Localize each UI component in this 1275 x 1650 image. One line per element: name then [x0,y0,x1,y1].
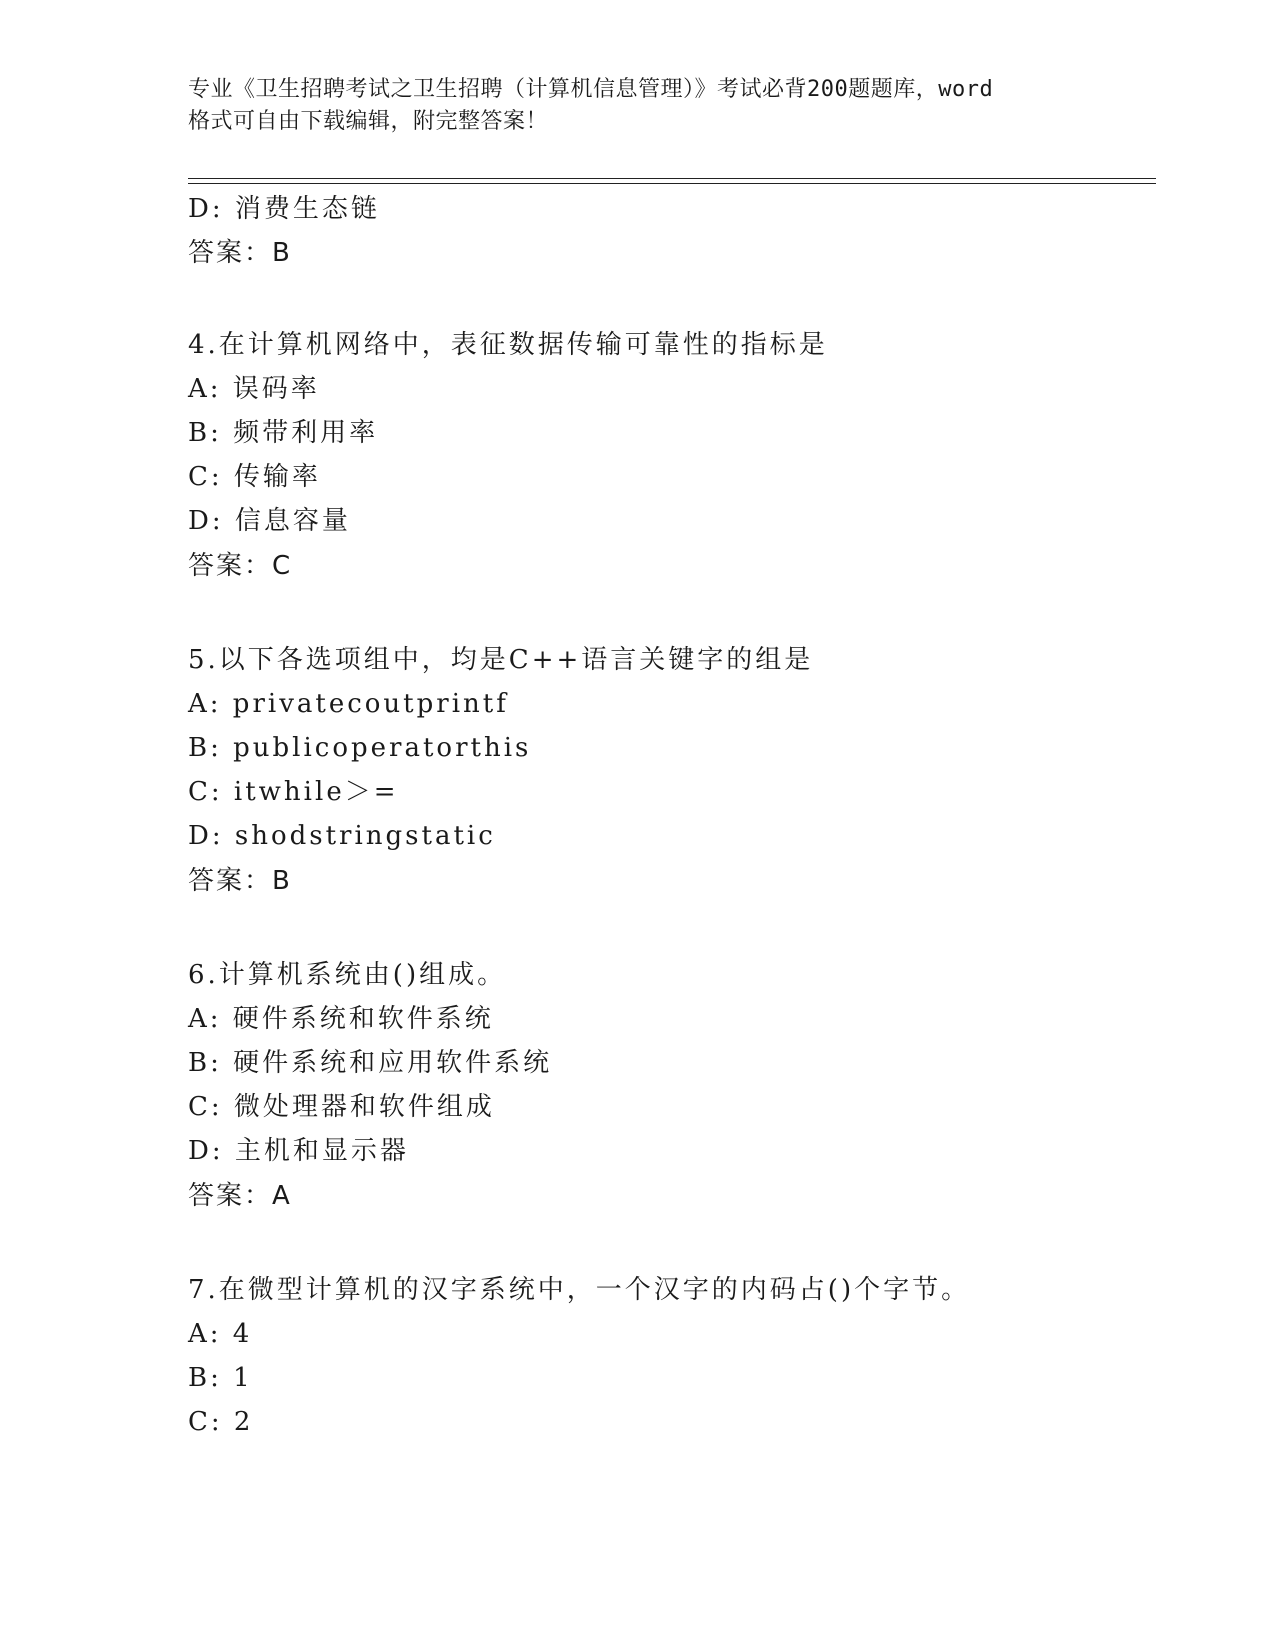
q3-answer: 答案：B [188,238,292,268]
q4-option-a: A: 误码率 [188,374,320,404]
q5-option-d: D: shodstringstatic [188,821,496,851]
q5-question: 5.以下各选项组中，均是C++语言关键字的组是 [188,645,814,675]
q6-answer: 答案：A [188,1181,292,1211]
q7-question: 7.在微型计算机的汉字系统中，一个汉字的内码占()个字节。 [188,1275,971,1305]
header-line-1: 专业《卫生招聘考试之卫生招聘（计算机信息管理）》考试必背200题题库，word [188,77,994,102]
q4-option-b: B: 频带利用率 [188,418,379,448]
header-divider-top [188,178,1156,179]
q5-option-b: B: publicoperatorthis [188,733,532,763]
q4-option-d: D: 信息容量 [188,506,351,536]
q6-option-a: A: 硬件系统和软件系统 [188,1004,494,1034]
q4-option-c: C: 传输率 [188,462,321,492]
q6-option-b: B: 硬件系统和应用软件系统 [188,1048,553,1078]
q4-answer: 答案：C [188,551,293,581]
q5-option-a: A: privatecoutprintf [188,689,509,719]
q7-option-c: C: 2 [188,1407,254,1437]
header-divider-bottom [188,183,1156,184]
q6-option-c: C: 微处理器和软件组成 [188,1092,495,1122]
q6-question: 6.计算机系统由()组成。 [188,960,507,990]
document-header [188,74,1088,138]
q7-option-b: B: 1 [188,1363,253,1393]
q5-option-c: C: itwhile＞= [188,777,399,807]
q5-answer: 答案：B [188,866,292,896]
q3-option-d: D: 消费生态链 [188,194,380,224]
q4-question: 4.在计算机网络中，表征数据传输可靠性的指标是 [188,330,828,360]
q6-option-d: D: 主机和显示器 [188,1136,409,1166]
header-line-2: 格式可自由下载编辑，附完整答案！ [188,109,549,134]
q7-option-a: A: 4 [188,1319,253,1349]
